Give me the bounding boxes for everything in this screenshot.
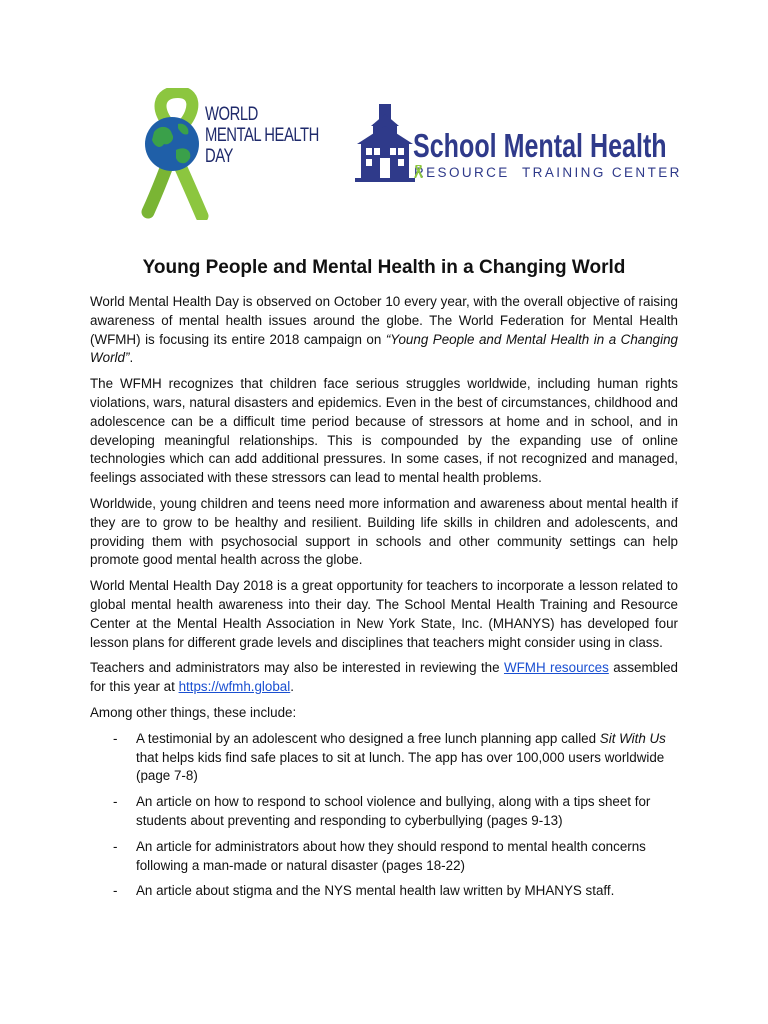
document-body [90, 293, 678, 908]
resources-list [90, 730, 678, 901]
list-item: - A testimonial by an adolescent who designed a free lunch planning app called Sit With Us that helps kids find safe places to sit at lunch. The app has over 100,000 users worldwide (page 7-8) [113, 730, 666, 784]
mini-ribbon-icon [414, 165, 423, 178]
schoolhouse-icon [355, 104, 415, 182]
list-item: - An article on how to respond to school violence and bullying, along with a tips sheet for students about preventing and responding to cyberbullying (pages 9-13) [113, 794, 651, 828]
smh-logo-subtitle: RESOURCE TRAINING CENTER [414, 165, 682, 180]
smh-logo-title: School Mental Health [413, 127, 667, 164]
paragraph-among-other: Among other things, these include: [90, 704, 297, 720]
document-title: Young People and Mental Health in a Changing World [142, 257, 626, 278]
green-ribbon-globe-icon [132, 88, 212, 220]
world-mental-health-day-logo [132, 88, 319, 220]
wfmh-resources-link[interactable]: WFMH resources [503, 660, 609, 676]
wfmh-global-link[interactable]: https://wfmh.global [178, 679, 291, 695]
school-mental-health-logo [355, 104, 682, 184]
paragraph-wfmh-struggles: The WFMH recognizes that children face serious struggles worldwide, including human rights violations, wars, natural disasters and epidemics. Even in the best of circumstances, childhood and adolescence can be a difficult time period because of stressors at home and in school, and in developing meaningful relationships. This is compounded by the expanding use of online technologies which can add additional pressures. In some cases, if not recognized and managed, feelings associated with these stressors can lead to mental health problems. [90, 376, 678, 486]
wmhd-logo-text: WORLD MENTAL HEALTH DAY [205, 104, 319, 167]
paragraph-worldwide: Worldwide, young children and teens need more information and awareness about mental health if they are to grow to be healthy and resilient. Building life skills in children and adolescents, and providing them with psychosocial support in schools and other community settings can help promote good mental health across the globe. [90, 495, 678, 568]
list-item: - An article about stigma and the NYS mental health law written by MHANYS staff. [113, 883, 615, 899]
paragraph-lesson-plans: World Mental Health Day 2018 is a great opportunity for teachers to incorporate a lesson related to global mental health awareness into their day. The School Mental Health Training and Resource Center at the Mental Health Association in New York State, Inc. (MHANYS) has developed four lesson plans for different grade levels and disciplines that teachers might consider using in class. [90, 578, 678, 650]
paragraph-intro: World Mental Health Day is observed on October 10 every year, with the overall objective of raising awareness of mental health issues around the globe. The World Federation for Mental Health (WFMH) is focusing its entire 2018 campaign on “Young People and Mental Health in a Changing World”. [90, 294, 678, 366]
list-item: - An article for administrators about how they should respond to mental health concerns following a man-made or natural disaster (pages 18-22) [113, 838, 646, 873]
paragraph-resources: Teachers and administrators may also be interested in reviewing the WFMH resources assembled for this year at https://wfmh.global. [90, 660, 678, 695]
